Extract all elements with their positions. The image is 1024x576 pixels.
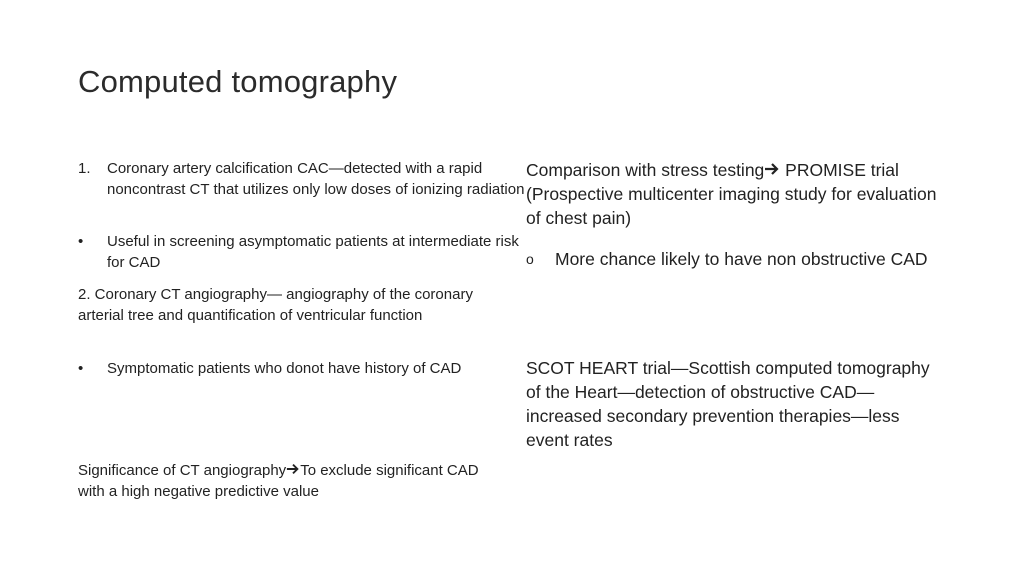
bullet-icon: • — [78, 360, 84, 377]
numbered-item-1 — [78, 158, 527, 200]
significance-rest: To exclude significant CAD with a high negative predictive value — [78, 462, 479, 500]
slide-title: Computed tomography — [78, 64, 398, 99]
right-arrow-icon — [286, 462, 300, 476]
comparison-paragraph — [526, 158, 946, 230]
significance-lead: Significance of CT angiography — [78, 462, 287, 479]
sub-bullet-item — [526, 247, 955, 271]
right-arrow-icon — [764, 161, 780, 177]
significance-paragraph — [78, 460, 498, 502]
comparison-lead: Comparison with stress testing — [526, 160, 765, 180]
circle-bullet-icon: o — [526, 251, 534, 267]
sub-bullet-text: More chance likely to have non obstructive CAD — [555, 249, 928, 269]
bullet-1-text: Useful in screening asymptomatic patients at intermediate risk for CAD — [107, 233, 519, 271]
item-1-text: Coronary artery calcification CAC—detected with a rapid noncontrast CT that utilizes only low doses of ionizing radiation — [107, 160, 525, 198]
item-2-paragraph: 2. Coronary CT angiography— angiography of the coronary arterial tree and quantification of ventricular function — [78, 286, 473, 324]
item-number: 1. — [78, 160, 91, 177]
scot-heart-paragraph: SCOT HEART trial—Scottish computed tomography of the Heart—detection of obstructive CAD—increased secondary prevention therapies—less event rates — [526, 358, 930, 450]
bullet-2-text: Symptomatic patients who donot have history of CAD — [107, 360, 462, 377]
bullet-item-2 — [78, 358, 507, 379]
bullet-item-1 — [78, 231, 527, 273]
comparison-rest: PROMISE trial (Prospective multicenter imaging study for evaluation of chest pain) — [526, 160, 937, 228]
bullet-icon: • — [78, 233, 84, 250]
